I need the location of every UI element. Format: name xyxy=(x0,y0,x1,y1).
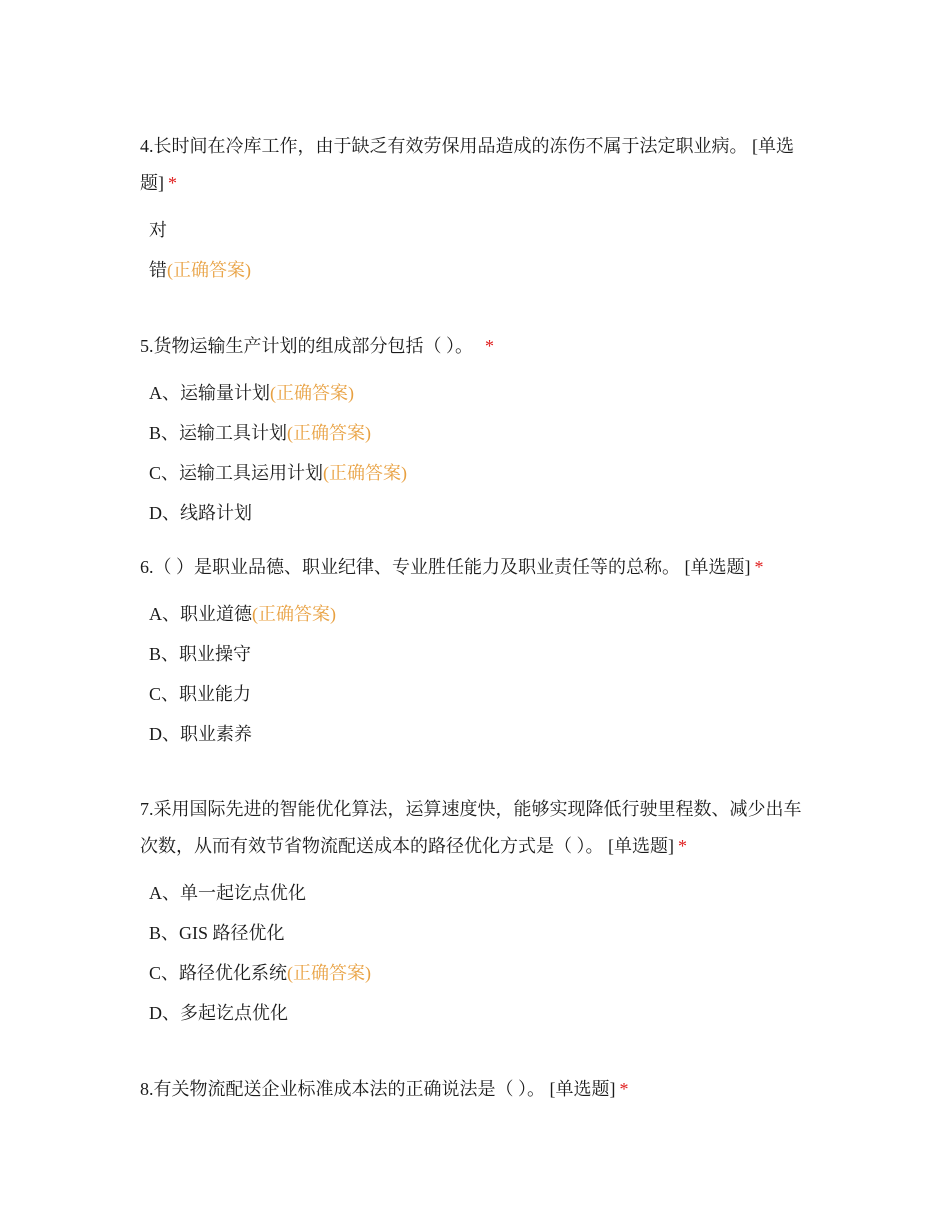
required-mark: * xyxy=(678,836,687,856)
correct-answer-label: (正确答案) xyxy=(167,260,251,280)
question-5 xyxy=(140,328,810,533)
option-item[interactable]: 对 xyxy=(149,220,167,240)
correct-answer-label: (正确答案) xyxy=(252,604,336,624)
correct-answer-label: (正确答案) xyxy=(287,423,372,443)
option-item[interactable]: A、职业道德(正确答案) xyxy=(149,604,336,624)
option-item[interactable]: 错(正确答案) xyxy=(149,260,251,280)
question-7 xyxy=(140,791,810,1033)
required-mark: * xyxy=(485,336,494,356)
option-item[interactable]: C、职业能力 xyxy=(149,684,252,704)
option-list xyxy=(140,210,810,290)
option-item[interactable]: B、GIS 路径优化 xyxy=(149,923,285,943)
question-title: 4.长时间在冷库工作，由于缺乏有效劳保用品造成的冻伤不属于法定职业病。 [单选题] * xyxy=(140,136,794,193)
correct-answer-label: (正确答案) xyxy=(270,383,354,403)
question-title: 6.（ ）是职业品德、职业纪律、专业胜任能力及职业责任等的总称。 [单选题] * xyxy=(140,557,764,577)
required-mark: * xyxy=(619,1079,629,1099)
question-title: 8.有关物流配送企业标准成本法的正确说法是（ ）。 [单选题] * xyxy=(140,1079,629,1099)
option-item[interactable]: B、职业操守 xyxy=(149,644,252,664)
option-item[interactable]: C、路径优化系统(正确答案) xyxy=(149,963,372,983)
question-title: 7.采用国际先进的智能优化算法，运算速度快，能够实现降低行驶里程数、减少出车次数，从而有效节省物流配送成本的路径优化方式是（ ）。 [单选题] * xyxy=(140,799,802,856)
correct-answer-label: (正确答案) xyxy=(323,463,408,483)
question-title: 5.货物运输生产计划的组成部分包括（ ）。 * xyxy=(140,336,494,356)
question-6 xyxy=(140,549,810,754)
option-item[interactable]: D、多起讫点优化 xyxy=(149,1003,288,1023)
option-item[interactable]: A、运输量计划(正确答案) xyxy=(149,383,354,403)
option-item[interactable]: B、运输工具计划(正确答案) xyxy=(149,423,372,443)
required-mark: * xyxy=(754,557,764,577)
correct-answer-label: (正确答案) xyxy=(287,963,372,983)
option-item[interactable]: A、单一起讫点优化 xyxy=(149,883,306,903)
option-item[interactable]: D、职业素养 xyxy=(149,724,252,744)
option-item[interactable]: C、运输工具运用计划(正确答案) xyxy=(149,463,408,483)
required-mark: * xyxy=(168,173,177,193)
option-list xyxy=(140,594,810,754)
option-list xyxy=(140,373,810,533)
question-8 xyxy=(140,1071,810,1108)
question-4 xyxy=(140,128,810,290)
option-item[interactable]: D、线路计划 xyxy=(149,503,252,523)
option-list xyxy=(140,873,810,1033)
